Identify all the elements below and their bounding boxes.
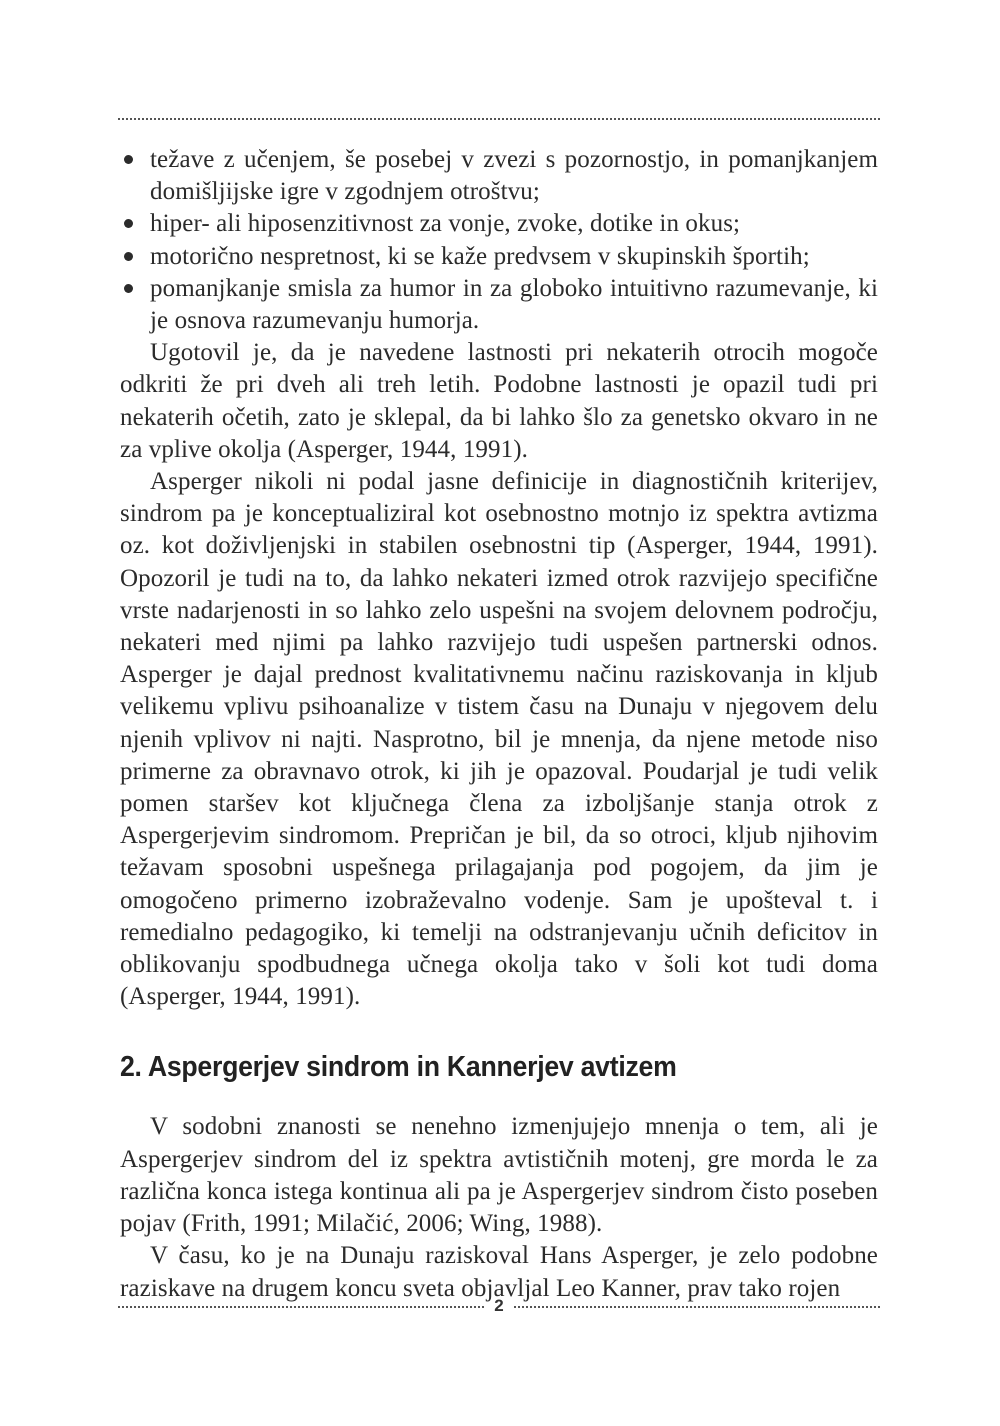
list-item-text: težave z učenjem, še posebej v zvezi s pozornostjo, in pomanjkanjem domišljijske igre v zgodnjem otroštvu;: [150, 146, 878, 206]
list-item-text: motorično nespretnost, ki se kaže predvsem v skupinskih športih;: [150, 242, 810, 270]
paragraph: V sodobni znanosti se nenehno izmenjujejo mnenja o tem, ali je Aspergerjev sindrom del iz spektra avtističnih motenj, gre morda le za različna konca istega kontinua ali pa je Aspergerjev sindrom čisto poseben pojav (Frith, 1991; Milačić, 2006; Wing, 1988).: [120, 1113, 878, 1238]
bullet-icon: [124, 252, 133, 261]
list-item: [120, 208, 878, 240]
top-dotted-rule: [118, 118, 880, 120]
bullet-icon: [124, 284, 133, 293]
list-item: [120, 144, 878, 208]
list-item: [120, 241, 878, 273]
section-heading: 2. Aspergerjev sindrom in Kannerjev avtizem: [120, 1051, 677, 1084]
bullet-icon: [124, 219, 133, 228]
footer-dotted-rule-right: [514, 1306, 880, 1308]
paragraph: Ugotovil je, da je navedene lastnosti pri nekaterih otrocih mogoče odkriti že pri dveh ali treh letih. Podobne lastnosti je opazil tudi pri nekaterih očetih, zato je sklepal, da bi lahko šlo za genetsko okvaro in ne za vplive okolja (Asperger, 1944, 1991).: [120, 339, 878, 463]
bullet-list: [120, 144, 878, 337]
paragraph: V času, ko je na Dunaju raziskoval Hans Asperger, je zelo podobne raziskave na drugem koncu sveta objavljal Leo Kanner, prav tako rojen: [120, 1242, 878, 1302]
bullet-icon: [124, 155, 133, 164]
list-item-text: hiper- ali hiposenzitivnost za vonje, zvoke, dotike in okus;: [150, 210, 741, 238]
page-number: 2: [494, 1296, 504, 1315]
footer-dotted-rule-left: [118, 1306, 484, 1308]
paragraph: Asperger nikoli ni podal jasne definicije in diagnostičnih kriterijev, sindrom pa je konceptualiziral kot osebnostno motnjo iz spektra avtizma oz. kot doživljenjski in stabilen osebnostni tip (Asperger, 1944, 1991). Opozoril je tudi na to, da lahko nekateri izmed otrok razvijejo specifične vrste nadarjenosti in so lahko zelo uspešni na svojem delovnem področju, nekateri med njimi pa lahko razvijejo tudi uspešen partnerski odnos. Asperger je dajal prednost kvalitativnemu načinu raziskovanja in kljub velikemu vplivu psihoanalize v tistem času na Dunaju v njegovem delu njenih vplivov ni najti. Nasprotno, bil je mnenja, da njene metode niso primerne za obravnavo otrok, ki jih je opazoval. Poudarjal je tudi velik pomen staršev kot ključnega člena za izboljšanje stanja otrok z Aspergerjevim sindromom. Prepričan je bil, da so otroci, kljub njihovim težavam sposobni uspešnega prilagajanja pod pogojem, da jim je omogočeno primerno izobraževalno vodenje. Sam je upošteval t. i remedialno pedagogiko, ki temelji na odstranjevanju učnih deficitov in oblikovanju spodbudnega učnega okolja tako v šoli kot tudi doma (Asperger, 1944, 1991).: [120, 468, 878, 1011]
section-heading-wrap: [120, 1049, 878, 1085]
page-footer: [118, 1296, 880, 1320]
list-item-text: pomanjkanje smisla za humor in za globoko intuitivno razumevanje, ki je osnova razumevanju humorja.: [150, 274, 878, 335]
list-item: [120, 273, 878, 337]
page-body: [120, 144, 878, 1305]
